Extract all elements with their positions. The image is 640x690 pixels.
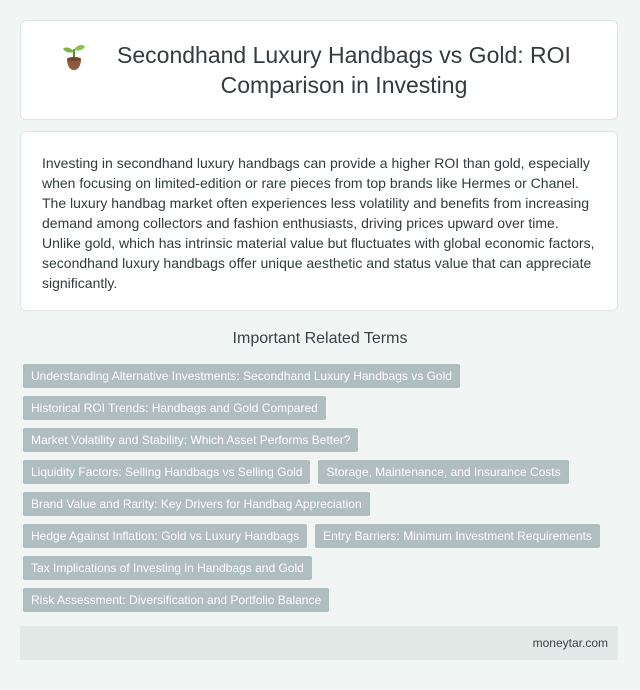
related-term-tag[interactable]: Brand Value and Rarity: Key Drivers for Handbag Appreciation [23, 492, 370, 516]
related-term-tag[interactable]: Tax Implications of Investing in Handbags and Gold [23, 556, 312, 580]
related-term-tag[interactable]: Historical ROI Trends: Handbags and Gold Compared [23, 396, 326, 420]
related-term-tag[interactable]: Hedge Against Inflation: Gold vs Luxury Handbags [23, 524, 307, 548]
title-card [20, 20, 618, 120]
related-term-tag[interactable]: Understanding Alternative Investments: Secondhand Luxury Handbags vs Gold [23, 364, 460, 388]
page-title: Secondhand Luxury Handbags vs Gold: ROI Comparison in Investing [117, 42, 571, 98]
intro-paragraph: Investing in secondhand luxury handbags can provide a higher ROI than gold, especially when focusing on limited-edition or rare pieces from top brands like Hermes or Chanel. The luxury handbag market often experiences less volatility and benefits from increasing demand among collectors and fashion enthusiasts, driving prices upward over time. Unlike gold, which has intrinsic material value but fluctuates with global economic factors, secondhand luxury handbags offer unique aesthetic and status value that can appreciate significantly. [42, 155, 595, 291]
related-terms-heading: Important Related Terms [232, 330, 408, 347]
related-term-tag[interactable]: Liquidity Factors: Selling Handbags vs Selling Gold [23, 460, 310, 484]
related-terms-list [23, 364, 613, 612]
intro-card [20, 131, 618, 311]
title-wrap [59, 40, 579, 100]
sprout-icon [59, 42, 89, 72]
related-term-tag[interactable]: Storage, Maintenance, and Insurance Costs [318, 460, 568, 484]
related-term-tag[interactable]: Risk Assessment: Diversification and Portfolio Balance [23, 588, 329, 612]
related-term-tag[interactable]: Market Volatility and Stability: Which Asset Performs Better? [23, 428, 358, 452]
footer-site-link[interactable]: moneytar.com [532, 636, 608, 650]
footer [20, 626, 618, 660]
related-term-tag[interactable]: Entry Barriers: Minimum Investment Requirements [315, 524, 600, 548]
